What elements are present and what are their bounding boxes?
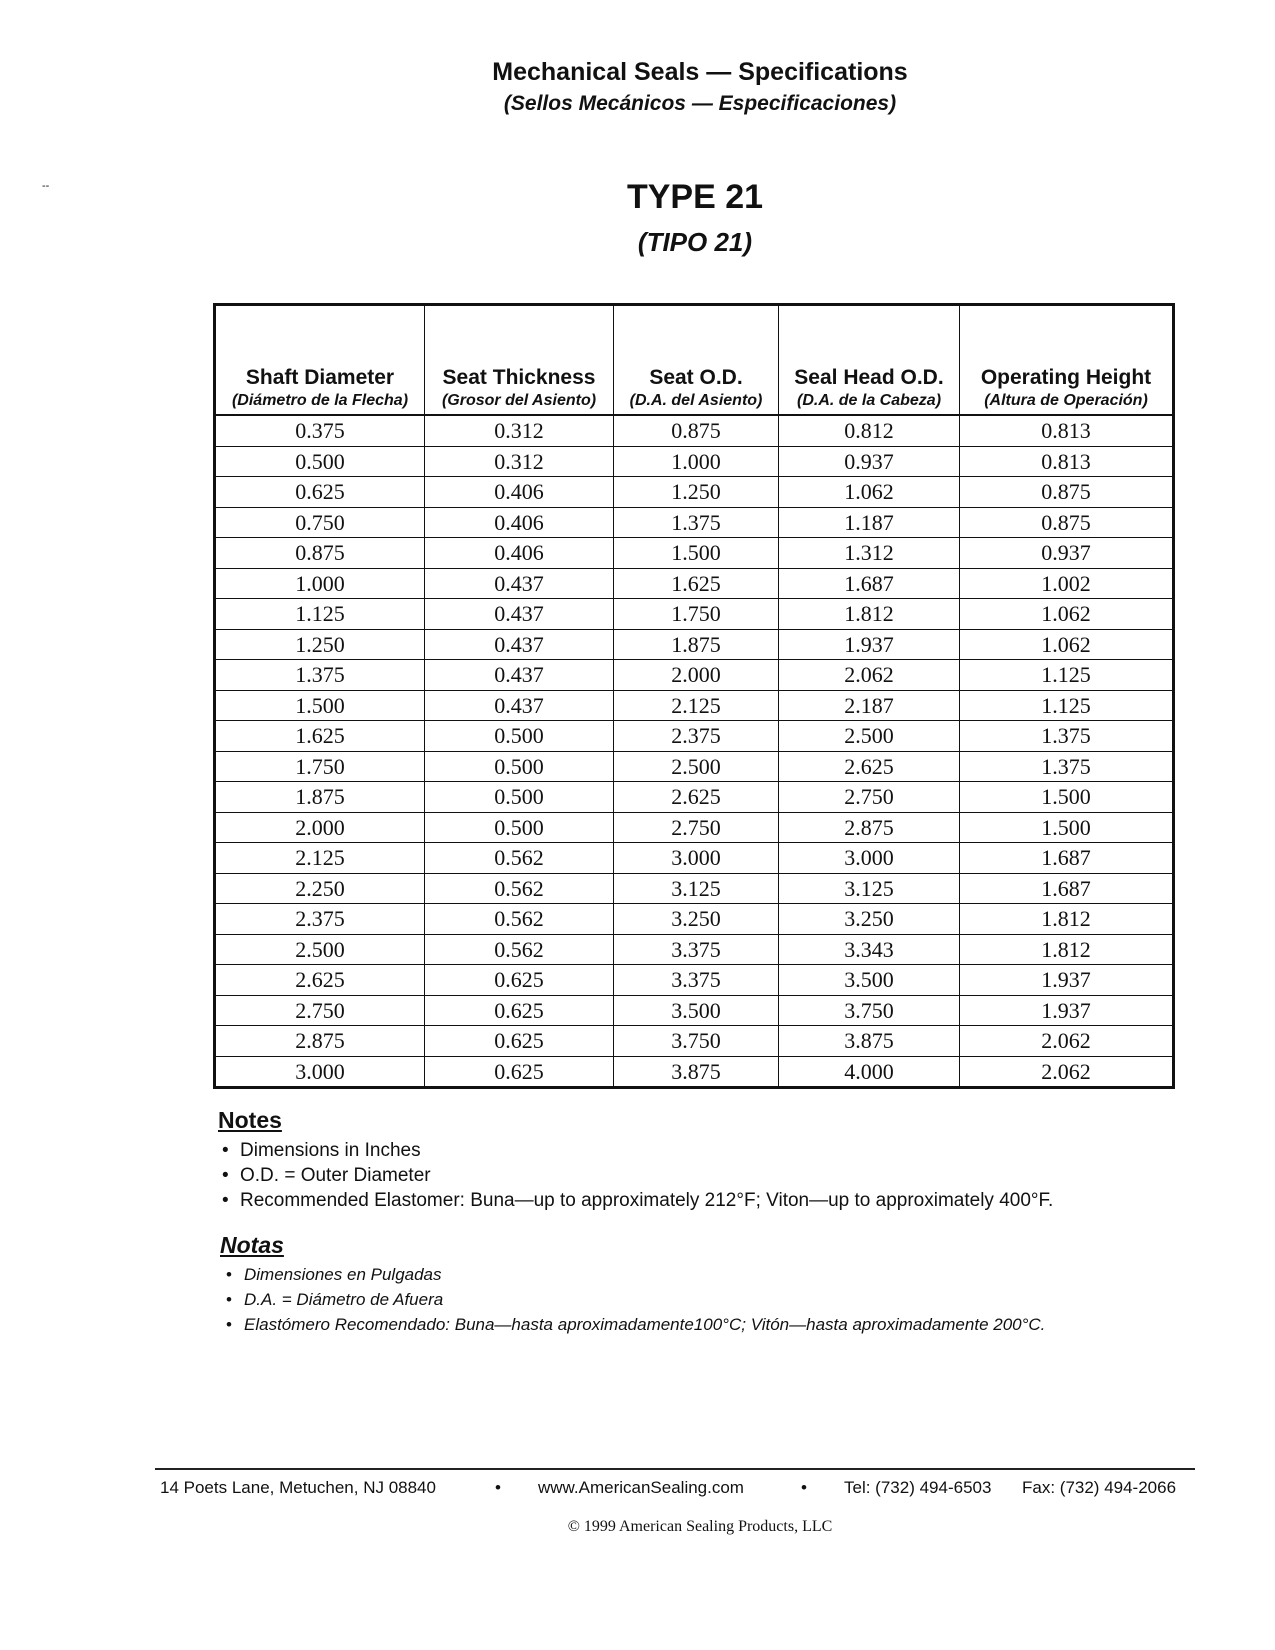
notes-heading: Notes bbox=[218, 1107, 282, 1133]
table-cell: 1.875 bbox=[614, 629, 779, 660]
table-row bbox=[215, 934, 1174, 965]
table-cell: 2.750 bbox=[614, 812, 779, 843]
table-cell: 0.812 bbox=[779, 415, 960, 446]
table-cell: 2.000 bbox=[614, 660, 779, 691]
table-cell: 1.062 bbox=[960, 599, 1174, 630]
table-cell: 0.937 bbox=[779, 446, 960, 477]
table-cell: 1.312 bbox=[779, 538, 960, 569]
table-cell: 2.750 bbox=[215, 995, 425, 1026]
table-cell: 2.062 bbox=[779, 660, 960, 691]
table-row bbox=[215, 965, 1174, 996]
table-cell: 0.875 bbox=[960, 477, 1174, 508]
column-header-en: Seat Thickness bbox=[442, 366, 596, 389]
type-title: TYPE 21 bbox=[626, 178, 764, 216]
nota-text: D.A. = Diámetro de Afuera bbox=[244, 1290, 444, 1309]
table-cell: 1.000 bbox=[215, 568, 425, 599]
table-row bbox=[215, 873, 1174, 904]
table-cell: 2.500 bbox=[614, 751, 779, 782]
table-cell: 1.687 bbox=[779, 568, 960, 599]
table-cell: 0.875 bbox=[960, 507, 1174, 538]
table-row bbox=[215, 660, 1174, 691]
table-cell: 3.875 bbox=[779, 1026, 960, 1057]
table-cell: 1.500 bbox=[960, 782, 1174, 813]
list-item bbox=[226, 1262, 1045, 1287]
table-cell: 0.437 bbox=[425, 690, 614, 721]
table-cell: 1.937 bbox=[960, 995, 1174, 1026]
table-cell: 2.875 bbox=[215, 1026, 425, 1057]
column-header bbox=[425, 305, 614, 416]
page-title: Mechanical Seals — Specifications bbox=[492, 58, 908, 86]
table-cell: 0.406 bbox=[425, 538, 614, 569]
table-cell: 0.500 bbox=[425, 721, 614, 752]
table-cell: 3.500 bbox=[614, 995, 779, 1026]
table-cell: 0.875 bbox=[215, 538, 425, 569]
table-cell: 2.375 bbox=[215, 904, 425, 935]
list-item bbox=[226, 1312, 1045, 1337]
table-row bbox=[215, 415, 1174, 446]
column-header-en: Operating Height bbox=[980, 366, 1152, 389]
footer-divider bbox=[155, 1468, 1195, 1470]
table-cell: 3.375 bbox=[614, 934, 779, 965]
table-cell: 2.000 bbox=[215, 812, 425, 843]
notas-list bbox=[226, 1262, 1045, 1337]
copyright: © 1999 American Sealing Products, LLC bbox=[567, 1518, 833, 1535]
table-cell: 2.125 bbox=[215, 843, 425, 874]
table-cell: 0.937 bbox=[960, 538, 1174, 569]
table-cell: 1.500 bbox=[960, 812, 1174, 843]
bullet-icon: • bbox=[226, 1265, 232, 1284]
table-cell: 2.750 bbox=[779, 782, 960, 813]
table-row bbox=[215, 538, 1174, 569]
column-header-es: (Altura de Operación) bbox=[984, 392, 1148, 409]
table-cell: 1.002 bbox=[960, 568, 1174, 599]
table-cell: 0.437 bbox=[425, 660, 614, 691]
table-cell: 0.750 bbox=[215, 507, 425, 538]
table-cell: 1.375 bbox=[960, 721, 1174, 752]
table-cell: 0.437 bbox=[425, 629, 614, 660]
table-row bbox=[215, 751, 1174, 782]
table-cell: 0.625 bbox=[425, 995, 614, 1026]
table-cell: 1.625 bbox=[614, 568, 779, 599]
table-cell: 1.500 bbox=[215, 690, 425, 721]
table-cell: 0.562 bbox=[425, 904, 614, 935]
table-cell: 2.125 bbox=[614, 690, 779, 721]
table-cell: 1.687 bbox=[960, 843, 1174, 874]
list-item bbox=[222, 1188, 1053, 1213]
table-cell: 1.125 bbox=[215, 599, 425, 630]
table-cell: 0.500 bbox=[425, 812, 614, 843]
table-cell: 0.562 bbox=[425, 934, 614, 965]
table-row bbox=[215, 995, 1174, 1026]
table-cell: 3.875 bbox=[614, 1056, 779, 1088]
table-cell: 1.750 bbox=[614, 599, 779, 630]
footer-address: 14 Poets Lane, Metuchen, NJ 08840 bbox=[160, 1478, 436, 1497]
table-cell: 0.562 bbox=[425, 843, 614, 874]
table-cell: 3.343 bbox=[779, 934, 960, 965]
column-header-es: (Grosor del Asiento) bbox=[441, 392, 597, 409]
table-cell: 0.875 bbox=[614, 415, 779, 446]
footer-website[interactable]: www.AmericanSealing.com bbox=[538, 1478, 744, 1497]
column-header-es: (D.A. de la Cabeza) bbox=[796, 392, 942, 409]
table-cell: 1.125 bbox=[960, 660, 1174, 691]
table-cell: 0.437 bbox=[425, 599, 614, 630]
table-row bbox=[215, 1026, 1174, 1057]
table-cell: 0.500 bbox=[215, 446, 425, 477]
table-cell: 2.500 bbox=[779, 721, 960, 752]
table-cell: 3.750 bbox=[779, 995, 960, 1026]
column-header bbox=[215, 305, 425, 416]
table-row bbox=[215, 904, 1174, 935]
column-header-en: Seat O.D. bbox=[649, 366, 743, 389]
table-row bbox=[215, 721, 1174, 752]
table-cell: 1.250 bbox=[614, 477, 779, 508]
page-subtitle: (Sellos Mecánicos — Especificaciones) bbox=[503, 92, 897, 115]
table-cell: 0.312 bbox=[425, 415, 614, 446]
table-cell: 0.813 bbox=[960, 415, 1174, 446]
notas-heading: Notas bbox=[220, 1232, 284, 1258]
table-cell: 0.625 bbox=[215, 477, 425, 508]
bullet-icon: • bbox=[222, 1140, 229, 1161]
table-cell: 1.500 bbox=[614, 538, 779, 569]
table-cell: 3.250 bbox=[614, 904, 779, 935]
note-text: O.D. = Outer Diameter bbox=[240, 1165, 431, 1186]
table-cell: 1.375 bbox=[215, 660, 425, 691]
table-cell: 0.562 bbox=[425, 873, 614, 904]
table-cell: 1.250 bbox=[215, 629, 425, 660]
table-cell: 2.187 bbox=[779, 690, 960, 721]
column-header-en: Shaft Diameter bbox=[245, 366, 395, 389]
column-header-es: (D.A. del Asiento) bbox=[629, 392, 763, 409]
table-row bbox=[215, 568, 1174, 599]
footer-tel: Tel: (732) 494-6503 bbox=[844, 1478, 992, 1497]
list-item bbox=[226, 1287, 1045, 1312]
note-text: Recommended Elastomer: Buna—up to approximately 212°F; Viton—up to approximately 400°F. bbox=[240, 1190, 1054, 1211]
nota-text: Dimensiones en Pulgadas bbox=[244, 1265, 442, 1284]
table-row bbox=[215, 843, 1174, 874]
column-header-es: (Diámetro de la Flecha) bbox=[231, 392, 409, 409]
table-body bbox=[215, 415, 1174, 1088]
table-row bbox=[215, 477, 1174, 508]
table-cell: 0.813 bbox=[960, 446, 1174, 477]
spec-table bbox=[213, 303, 1175, 1089]
table-cell: 2.625 bbox=[215, 965, 425, 996]
type-subtitle: (TIPO 21) bbox=[637, 227, 753, 257]
table-cell: 1.937 bbox=[779, 629, 960, 660]
table-cell: 2.875 bbox=[779, 812, 960, 843]
table-cell: 0.437 bbox=[425, 568, 614, 599]
table-header-row bbox=[215, 305, 1174, 416]
table-cell: 2.500 bbox=[215, 934, 425, 965]
table-row bbox=[215, 599, 1174, 630]
table-cell: 3.375 bbox=[614, 965, 779, 996]
bullet-icon: • bbox=[226, 1290, 232, 1309]
column-header bbox=[614, 305, 779, 416]
table-cell: 0.406 bbox=[425, 507, 614, 538]
table-cell: 0.375 bbox=[215, 415, 425, 446]
table-cell: 2.375 bbox=[614, 721, 779, 752]
table-cell: 3.000 bbox=[779, 843, 960, 874]
column-header bbox=[960, 305, 1174, 416]
bullet-icon: • bbox=[222, 1190, 229, 1211]
table-cell: 3.000 bbox=[215, 1056, 425, 1088]
nota-text: Elastómero Recomendado: Buna—hasta aproximadamente100°C; Vitón—hasta aproximadamente 200°C. bbox=[244, 1315, 1046, 1334]
column-header bbox=[779, 305, 960, 416]
table-cell: 3.750 bbox=[614, 1026, 779, 1057]
bullet-icon: • bbox=[226, 1315, 232, 1334]
footer-separator: • bbox=[801, 1478, 807, 1497]
notes-list bbox=[222, 1138, 1053, 1213]
table-cell: 0.500 bbox=[425, 751, 614, 782]
table-cell: 4.000 bbox=[779, 1056, 960, 1088]
stray-mark: -- bbox=[42, 180, 50, 192]
list-item bbox=[222, 1138, 1053, 1163]
table-cell: 0.625 bbox=[425, 965, 614, 996]
note-text: Dimensions in Inches bbox=[240, 1140, 421, 1161]
table-row bbox=[215, 446, 1174, 477]
table-cell: 1.750 bbox=[215, 751, 425, 782]
table-cell: 0.406 bbox=[425, 477, 614, 508]
table-cell: 1.812 bbox=[960, 934, 1174, 965]
bullet-icon: • bbox=[222, 1165, 229, 1186]
table-cell: 1.875 bbox=[215, 782, 425, 813]
table-cell: 2.625 bbox=[614, 782, 779, 813]
table-row bbox=[215, 507, 1174, 538]
table-cell: 1.375 bbox=[960, 751, 1174, 782]
table-cell: 3.125 bbox=[614, 873, 779, 904]
table-cell: 1.062 bbox=[779, 477, 960, 508]
table-cell: 1.125 bbox=[960, 690, 1174, 721]
table-cell: 0.312 bbox=[425, 446, 614, 477]
table-cell: 0.625 bbox=[425, 1056, 614, 1088]
table-cell: 1.687 bbox=[960, 873, 1174, 904]
table-cell: 3.125 bbox=[779, 873, 960, 904]
table-row bbox=[215, 782, 1174, 813]
footer-fax: Fax: (732) 494-2066 bbox=[1022, 1478, 1177, 1497]
table-row bbox=[215, 690, 1174, 721]
table-cell: 1.812 bbox=[960, 904, 1174, 935]
table-cell: 1.625 bbox=[215, 721, 425, 752]
table-cell: 2.062 bbox=[960, 1026, 1174, 1057]
table-row bbox=[215, 1056, 1174, 1088]
table-cell: 2.250 bbox=[215, 873, 425, 904]
table-cell: 2.062 bbox=[960, 1056, 1174, 1088]
table-cell: 3.000 bbox=[614, 843, 779, 874]
table-row bbox=[215, 812, 1174, 843]
table-cell: 1.812 bbox=[779, 599, 960, 630]
table-cell: 3.250 bbox=[779, 904, 960, 935]
table-cell: 2.625 bbox=[779, 751, 960, 782]
table-cell: 1.062 bbox=[960, 629, 1174, 660]
table-row bbox=[215, 629, 1174, 660]
list-item bbox=[222, 1163, 1053, 1188]
table-cell: 1.187 bbox=[779, 507, 960, 538]
table-cell: 3.500 bbox=[779, 965, 960, 996]
table-cell: 1.937 bbox=[960, 965, 1174, 996]
table-cell: 0.625 bbox=[425, 1026, 614, 1057]
table-cell: 0.500 bbox=[425, 782, 614, 813]
table-cell: 1.000 bbox=[614, 446, 779, 477]
column-header-en: Seal Head O.D. bbox=[794, 366, 944, 389]
table-cell: 1.375 bbox=[614, 507, 779, 538]
footer-separator: • bbox=[495, 1478, 501, 1497]
